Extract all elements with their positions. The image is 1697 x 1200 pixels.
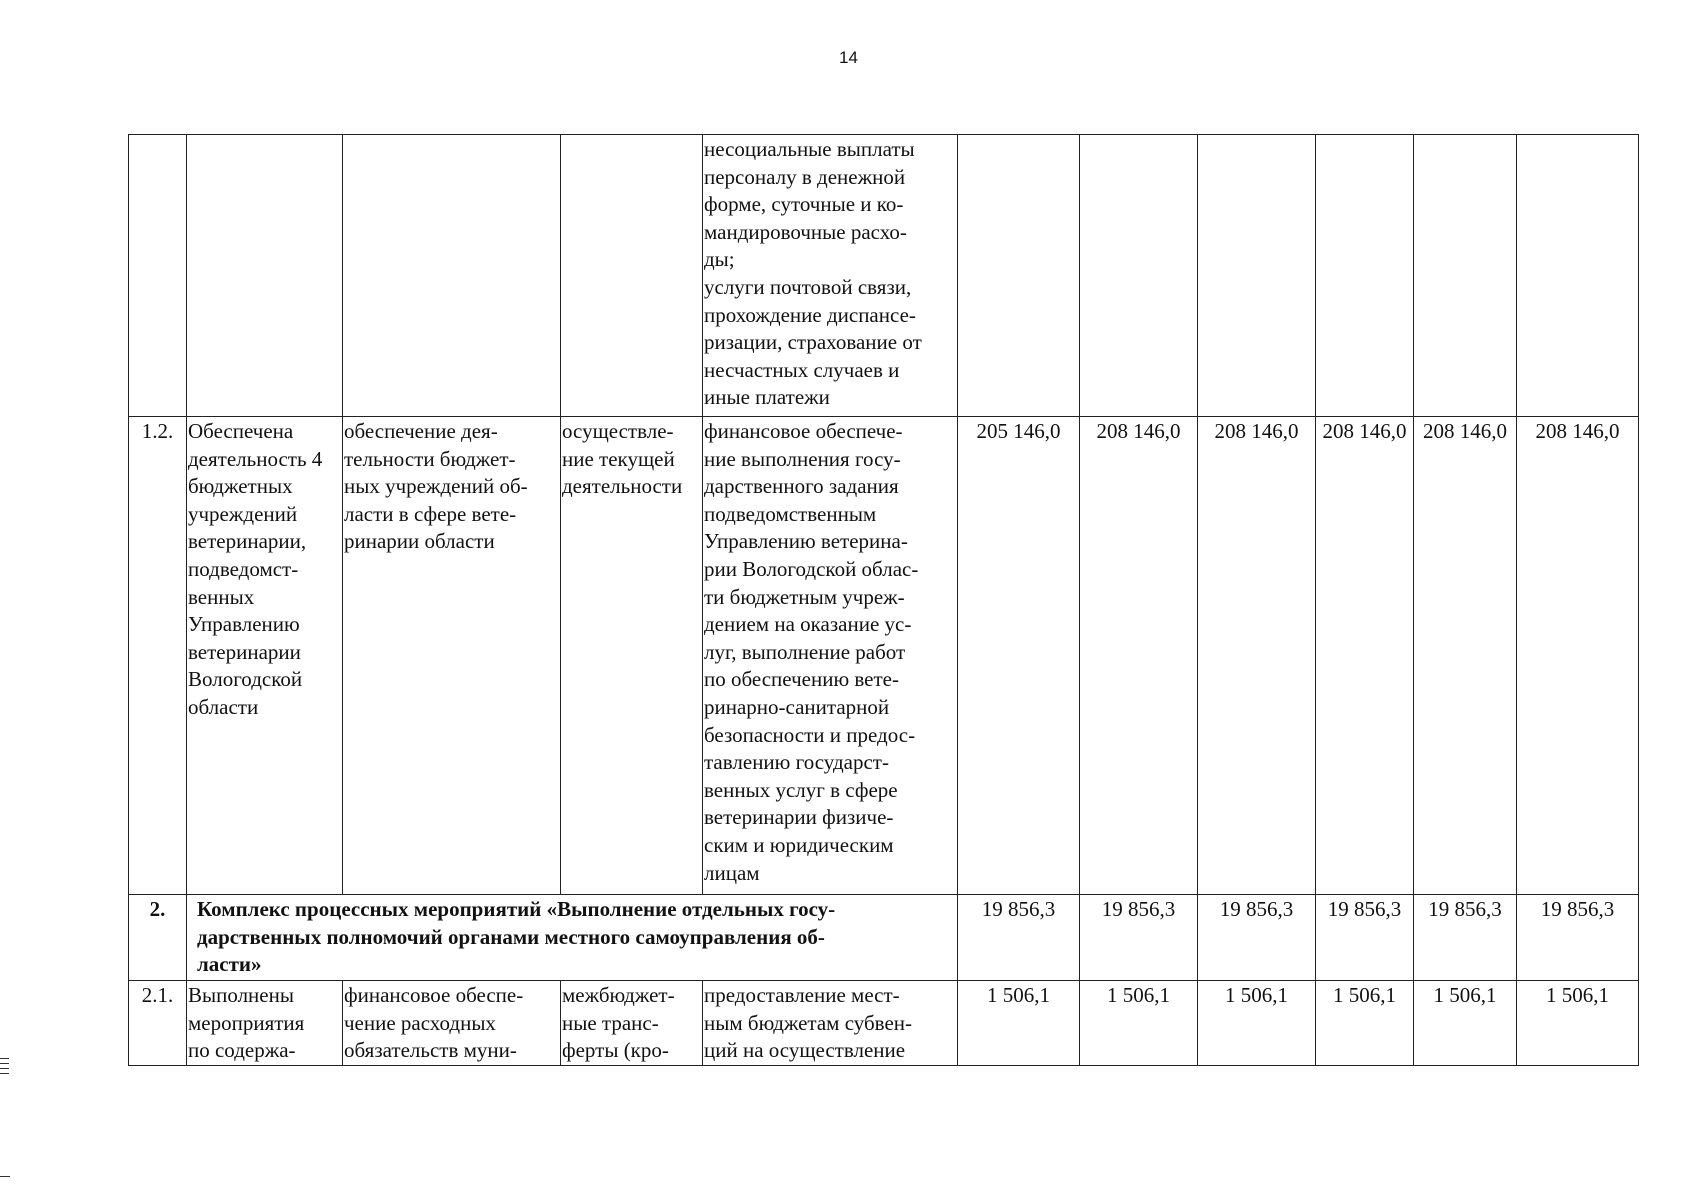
- result-cell: [187, 135, 343, 417]
- task-cell: [343, 135, 561, 417]
- value-cell: 208 146,0: [1198, 417, 1316, 895]
- table-row: [129, 981, 1639, 1066]
- value-cell: 19 856,3: [1198, 895, 1316, 981]
- task-cell: финансовое обеспе- чение расходных обязательств муни-: [343, 981, 561, 1066]
- value-cell: 208 146,0: [1517, 417, 1639, 895]
- binding-marks: [0, 1058, 10, 1078]
- value-cell: [1080, 135, 1198, 417]
- edge-rule: [0, 1176, 10, 1177]
- type-cell: осуществле- ние текущей деятельности: [561, 417, 703, 895]
- value-cell: 1 506,1: [1414, 981, 1517, 1066]
- row-number: 2.: [129, 895, 187, 981]
- type-cell: [561, 135, 703, 417]
- value-cell: 19 856,3: [1517, 895, 1639, 981]
- value-cell: 208 146,0: [1414, 417, 1517, 895]
- value-cell: 1 506,1: [1080, 981, 1198, 1066]
- value-cell: [1414, 135, 1517, 417]
- section-title: Комплекс процессных мероприятий «Выполнение отдельных госу- дарственных полномочий органами местного самоуправления об- ласти»: [187, 895, 958, 981]
- value-cell: [1198, 135, 1316, 417]
- result-cell: Выполнены мероприятия по содержа-: [187, 981, 343, 1066]
- table-row: [129, 417, 1639, 895]
- row-number: 1.2.: [129, 417, 187, 895]
- characteristic-cell: несоциальные выплаты персоналу в денежной форме, суточные и ко- мандировочные расхо- ды; услуги почтовой связи, прохождение диспансе- ризации, страхование от несчастных случаев и иные платежи: [703, 135, 958, 417]
- program-table: [128, 134, 1639, 1066]
- table-row: [129, 135, 1639, 417]
- value-cell: 1 506,1: [1517, 981, 1639, 1066]
- value-cell: 19 856,3: [1316, 895, 1414, 981]
- characteristic-cell: финансовое обеспече- ние выполнения госу- дарственного задания подведомственным Управлению ветерина- рии Вологодской облас- ти бюджетным учреж- дением на оказание ус- луг, выполнение работ по обеспечению вете- ринарно-санитарной безопасности и предос- тавлению государст- венных услуг в сфере ветеринарии физиче- ским и юридическим лицам: [703, 417, 958, 895]
- row-number: 2.1.: [129, 981, 187, 1066]
- value-cell: 208 146,0: [1316, 417, 1414, 895]
- value-cell: 1 506,1: [1198, 981, 1316, 1066]
- type-cell: межбюджет- ные транс- ферты (кро-: [561, 981, 703, 1066]
- value-cell: [1316, 135, 1414, 417]
- value-cell: [958, 135, 1080, 417]
- result-cell: Обеспечена деятельность 4 бюджетных учреждений ветеринарии, подведомст- венных Управлению ветеринарии Вологодской области: [187, 417, 343, 895]
- characteristic-cell: предоставление мест- ным бюджетам субвен- ций на осуществление: [703, 981, 958, 1066]
- value-cell: [1517, 135, 1639, 417]
- value-cell: 19 856,3: [958, 895, 1080, 981]
- page-number: 14: [839, 48, 858, 67]
- value-cell: 1 506,1: [1316, 981, 1414, 1066]
- task-cell: обеспечение дея- тельности бюджет- ных учреждений об- ласти в сфере вете- ринарии области: [343, 417, 561, 895]
- value-cell: 19 856,3: [1080, 895, 1198, 981]
- value-cell: 1 506,1: [958, 981, 1080, 1066]
- value-cell: 205 146,0: [958, 417, 1080, 895]
- value-cell: 208 146,0: [1080, 417, 1198, 895]
- row-number: [129, 135, 187, 417]
- table-row: [129, 895, 1639, 981]
- value-cell: 19 856,3: [1414, 895, 1517, 981]
